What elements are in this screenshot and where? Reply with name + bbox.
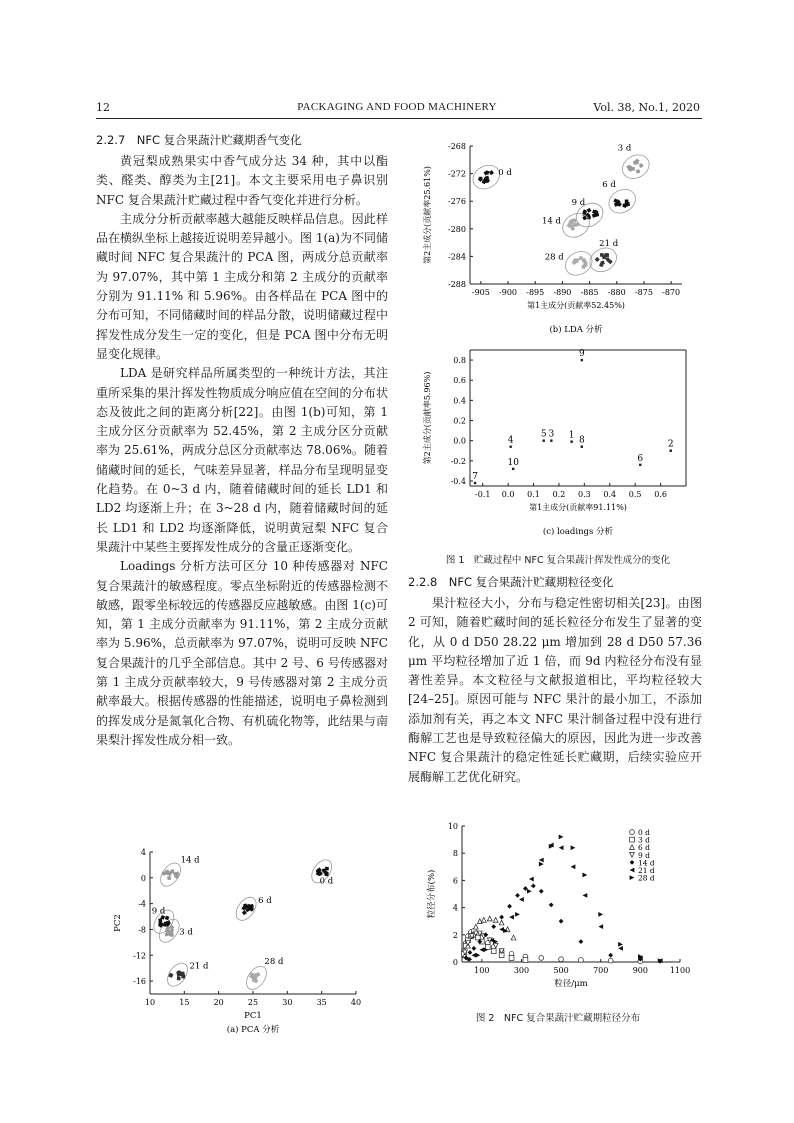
data-point [582,873,587,878]
group-label: 3 d [617,143,632,154]
y-tick-label: 10 [447,822,458,831]
loading-point [550,439,552,441]
section-heading-227: 2.2.7 NFC 复合果蔬汁贮藏期香气变化 [96,133,302,147]
header-rule [96,118,702,119]
data-point [595,213,599,217]
data-point [477,919,482,924]
loadings-chart [418,342,698,542]
data-point [639,163,644,168]
y-tick-label: -276 [448,197,466,207]
x-tick-label: -875 [634,288,653,297]
y-tick-label: -280 [448,224,466,234]
legend-label: 28 d [638,873,655,883]
figure1-caption: 图 1 贮藏过程中 NFC 复合果蔬汁挥发性成分的变化 [445,555,671,566]
group-label: 28 d [264,956,284,967]
x-tick-label: -890 [553,288,572,297]
y-tick-label: 6 [452,876,458,886]
x-tick-label: 25 [247,998,259,1007]
group-label: 0 d [319,876,334,887]
group-label: 14 d [542,216,561,227]
x-tick-label: -885 [580,288,599,297]
y-tick-label: 0.2 [453,416,466,426]
y-tick-label: 0.0 [453,436,466,446]
data-point [511,935,516,940]
group-label: 21 d [599,238,619,249]
y-tick-label: -268 [448,142,466,151]
page-number: 12 [96,101,110,114]
x-tick-label: -900 [499,288,518,297]
group-label: 21 d [189,961,209,972]
data-point [608,953,613,958]
data-point [539,956,544,961]
loading-point [670,450,672,452]
y-tick-label: -12 [133,951,146,961]
x-tick-label: -895 [526,288,545,297]
data-point [571,845,576,850]
legend-label: 21 d [638,866,655,875]
group-label: 0 d [498,168,512,179]
x-axis-label: 第1主成分(贡献率52.45%) [527,301,625,310]
paragraph: 果汁粒径大小，分布与稳定性密切相关[23]。由图 2 可知，随着贮藏时间的延长粒径分布发生了显著的变化，从 0 d D50 28.22 μm 增加到 28 d D50 57.36 μm 平均粒径增加了近 1 倍，而 9d 内粒径分布没有显著性差异。本文粒径与文献报道相比，平均粒径较大[24–25]。原因可能与 NFC 果汁的最小加工，不添加添加剂有关，再之本文 NFC 果汁制备过程中没有进行酶解工艺也是导致粒径偏大的原因，因此为进一步改善 NFC 复合果蔬汁的稳定性延长贮藏期，后续实验应开展酶解工艺优化研究。 [408,596,702,784]
data-point [509,956,514,961]
loading-label: 8 [578,435,585,446]
data-point [531,883,536,888]
group-label: 3 d [179,927,193,938]
data-point [515,893,520,898]
data-point [630,845,635,850]
confidence-ellipse [618,150,653,183]
loading-label: 3 [548,429,555,440]
lda-chart [418,140,698,338]
journal-title: PACKAGING AND FOOD MACHINERY [297,101,497,113]
legend-label: 0 d [638,828,650,837]
x-tick-label: -905 [471,288,490,297]
y-axis-label: 粒径分布(%) [427,869,437,919]
legend-label: 3 d [638,835,650,845]
data-point [499,915,504,920]
data-point [575,222,579,226]
y-axis-label: 第2主成分(贡献率25.61%) [423,166,432,264]
data-point [468,950,473,955]
left-body-text [96,152,388,750]
group-label: 28 d [544,252,564,263]
paragraph: LDA 是研究样品所属类型的一种统计方法，其注重所采集的果汁挥发性物质成分响应值在空间的分布状态及彼此之间的距离分析[22]。由图 1(b)可知，第 1 主成分区分贡献率为 52.45%，第 2 主成分区分贡献率为 25.61%，两成分总区分贡献率达 78.06%。随着储藏时间的延长，气味差异显著，样品分布呈现明显变化趋势。在 0~3 d 内，随着储藏时间的延长 LD1 和 LD2 均逐渐上升；在 3~28 d 内，随着储藏时间的延长 LD1 和 LD2 均逐渐降低，说明黄冠梨 NFC 复合果蔬汁中某些主要挥发性成分的含量正逐渐变化。 [96,366,388,554]
loading-label: 2 [667,439,674,450]
x-tick-label: 10 [144,998,156,1007]
data-point [177,977,181,981]
x-tick-label: -0.1 [474,490,491,499]
data-point [473,924,478,929]
section-heading-228: 2.2.8 NFC 复合果蔬汁贮藏期粒径变化 [408,575,614,589]
data-point [539,858,544,863]
x-tick-label: 0.0 [501,490,515,499]
y-tick-label: -284 [448,252,466,262]
data-point [491,949,496,954]
x-tick-label: 20 [213,998,224,1007]
data-point [509,915,514,920]
subfigure-caption: (a) PCA 分析 [226,1025,280,1035]
data-point [575,258,579,262]
loading-label: 9 [578,349,585,360]
y-tick-label: -8 [138,925,146,935]
y-tick-label: 4 [140,848,146,857]
y-tick-label: 0 [452,958,458,967]
data-point [559,919,564,924]
data-point [630,837,635,842]
y-tick-label: 0.4 [453,396,466,406]
x-tick-label: 0.5 [628,490,642,499]
y-tick-label: -16 [133,977,146,987]
loading-point [581,359,583,361]
loading-point [509,446,511,448]
data-point [618,946,623,951]
particle-size-chart [418,818,700,1000]
figure2-caption: 图 2 NFC 复合果蔬汁贮藏期粒径分布 [475,1013,641,1024]
y-axis-label: PC2 [113,914,123,932]
data-point [529,877,534,882]
y-tick-label: -0.2 [450,456,466,466]
x-tick-label: 0.2 [552,490,566,499]
loading-point [512,468,514,470]
data-point [471,946,476,951]
data-point [587,208,592,213]
right-body-text [408,594,702,787]
data-point [549,902,554,907]
x-tick-label: -870 [662,288,681,297]
legend-label: 9 d [638,850,650,860]
x-tick-label: -880 [607,288,626,297]
data-point [630,830,635,835]
data-point [170,928,175,933]
y-tick-label: -0.4 [450,476,466,486]
data-point [487,916,492,921]
data-point [167,876,171,880]
y-axis-label: 第2主成分(贡献率5.96%) [423,371,432,465]
x-tick-label: 0.1 [527,490,540,499]
data-point [507,904,512,909]
x-tick-label: 700 [593,966,609,975]
data-point [636,169,640,173]
group-label: 6 d [602,180,616,191]
x-tick-label: 15 [179,998,190,1007]
y-tick-label: 0.8 [453,356,466,366]
data-point [630,852,635,857]
x-axis-label: 粒径/μm [554,979,588,989]
loading-label: 1 [568,430,575,441]
data-point [481,917,486,922]
data-point [519,897,524,902]
y-tick-label: 8 [452,849,458,859]
loading-point [570,440,572,442]
data-point [165,916,170,921]
data-point [579,256,583,260]
subfigure-caption: (b) LDA 分析 [549,325,603,335]
loading-label: 7 [472,471,478,482]
x-tick-label: 300 [513,966,530,975]
y-tick-label: -272 [448,169,466,179]
x-tick-label: 35 [316,998,327,1007]
pca-chart [110,846,368,1036]
group-label: 6 d [258,895,272,906]
y-tick-label: 4 [452,903,458,913]
y-tick-label: 2 [452,930,458,940]
data-point [582,893,587,898]
loading-label: 4 [507,435,514,446]
data-point [608,958,613,963]
legend-label: 14 d [638,858,655,868]
data-point [630,868,635,873]
x-tick-label: 30 [282,998,293,1007]
subfigure-caption: (c) loadings 分析 [542,527,614,537]
group-label: 9 d [571,198,586,208]
x-axis-label: PC1 [244,1011,262,1021]
data-point [489,170,494,175]
x-tick-label: 0.4 [603,490,617,499]
data-point [630,860,635,865]
loading-point [474,482,476,484]
data-point [515,912,520,917]
data-point [579,958,584,963]
x-tick-label: 0.6 [654,490,667,499]
x-tick-label: 0.3 [577,490,591,499]
data-point [559,957,564,962]
data-point [242,910,247,915]
paragraph: 主成分分析贡献率越大越能反映样品信息。因此样品在横纵坐标上越接近说明差异越小。图 1(a)为不同储藏时间 NFC 复合果蔬汁的 PCA 图，两成分总贡献率为 97.07%，其中第 1 主成分和第 2 主成分的贡献率分别为 91.11% 和 5.96%。由各样品在 PCA 图中的分布可知，不同储藏时间的样品分散，说明储藏过程中挥发性成分发生一定的变化，但是 PCA 图中分布无明显变化规律。 [96,211,388,361]
loading-point [639,464,641,466]
confidence-ellipse [561,247,596,280]
legend-label: 6 d [638,843,650,853]
x-tick-label: 500 [553,966,569,975]
data-point [571,864,576,869]
y-tick-label: 0 [140,873,146,883]
group-label: 14 d [180,855,200,866]
data-point [493,917,498,922]
data-point [523,958,528,963]
loading-label: 6 [637,453,644,464]
group-label: 9 d [151,906,166,917]
loading-label: 10 [507,457,519,468]
data-point [475,953,480,958]
data-point [491,924,496,929]
y-tick-label: -4 [138,899,146,909]
paragraph: Loadings 分析方法可区分 10 种传感器对 NFC 复合果蔬汁的敏感程度。零点坐标附近的传感器检测不敏感，跟零坐标较远的传感器反应越敏感。由图 1(c)可知，第 1 主成分贡献率为 91.11%，第 2 主成分贡献率为 5.96%，总贡献率为 97.07%，说明可反映 NFC 复合果蔬汁的几乎全部信息。其中 2 号、6 号传感器对第 1 主成分贡献率较大，9 号传感器对第 2 主成分贡献率最大。根据传感器的性能描述，说明电子鼻检测到的挥发成分是氮氧化合物、有机硫化物等，此结果与南果梨汁挥发性成分相一致。 [96,559,388,747]
x-axis-label: 第1主成分(贡献率91.11%) [529,503,627,512]
data-point [630,875,635,880]
x-tick-label: 100 [474,966,490,975]
data-point [595,257,600,262]
loading-point [542,439,544,441]
data-point [598,912,603,917]
paragraph: 黄冠梨成熟果实中香气成分达 34 种，其中以酯类、醛类、醇类为主[21]。本文主要采用电子鼻识别 NFC 复合果蔬汁贮藏过程中香气变化并进行分析。 [96,154,388,207]
data-point [618,942,623,947]
journal-volume: Vol. 38, No.1, 2020 [593,101,700,114]
y-tick-label: -288 [448,280,466,289]
data-point [499,920,504,925]
data-point [539,889,544,894]
loading-label: 5 [540,429,547,440]
x-tick-label: 40 [350,998,362,1007]
data-point [579,939,584,944]
data-point [559,834,564,839]
data-point [325,867,329,871]
y-tick-label: 0.6 [453,376,466,386]
data-point [527,889,532,894]
x-tick-label: 900 [632,966,649,975]
loading-point [581,446,583,448]
data-point [539,862,544,867]
data-point [559,845,564,850]
data-point [598,924,603,929]
x-tick-label: 1100 [669,966,691,975]
